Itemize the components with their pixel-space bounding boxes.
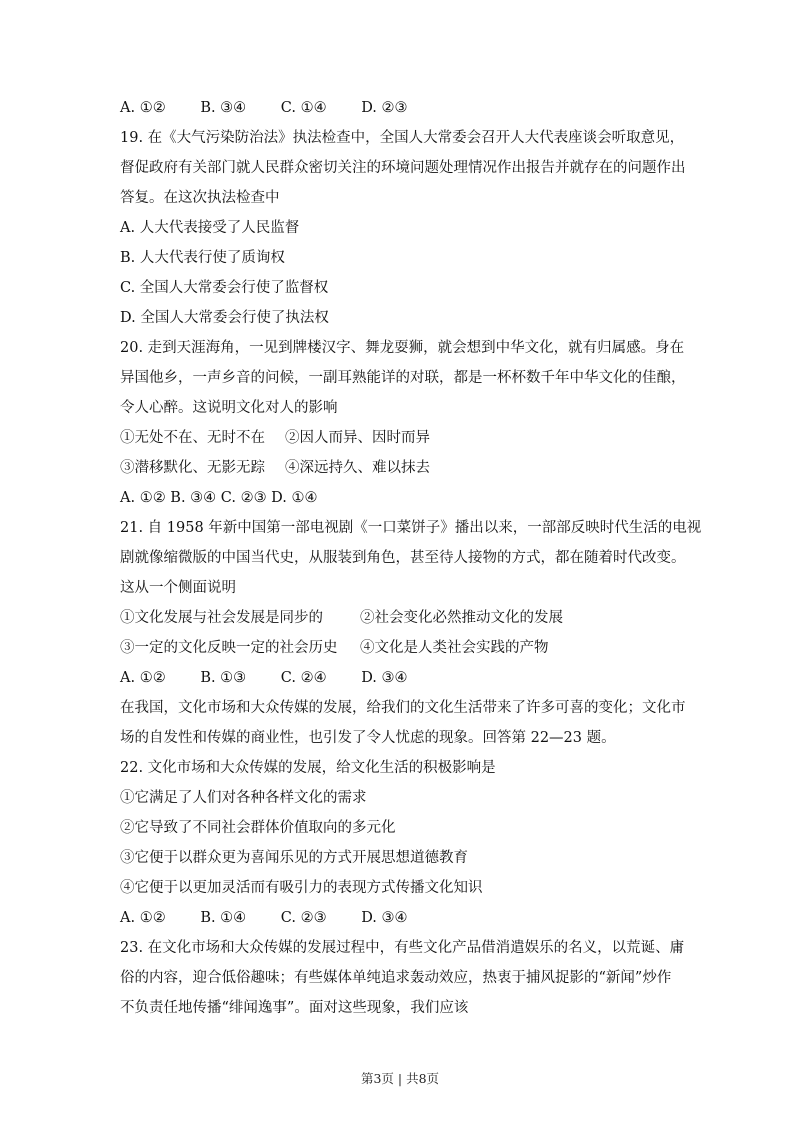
q19-stem-line-3: 答复。在这次执法检查中: [120, 190, 280, 206]
q22-item-2: ②它导致了不同社会群体价值取向的多元化: [120, 820, 396, 836]
q21-item-2: ②社会变化必然推动文化的发展: [360, 610, 563, 626]
q18-option-c: C. ①④: [280, 100, 327, 116]
q22-options: [120, 908, 690, 928]
q22-option-d: D. ③④: [361, 910, 408, 926]
q20-stem-line-1: 20. 走到天涯海角，一见到牌楼汉字、舞龙耍狮，就会想到中华文化，就有归属感。身在: [120, 340, 685, 356]
q22-option-c: C. ②③: [280, 910, 327, 926]
q20-item-2: ②因人而异、因时而异: [285, 430, 430, 446]
q18-options: [120, 98, 690, 118]
q18-option-d: D. ②③: [361, 100, 408, 116]
q19-option-c: C. 全国人大常委会行使了监督权: [120, 280, 329, 296]
q23-stem-line-3: 不负责任地传播“绯闻逸事”。面对这些现象，我们应该: [120, 1000, 469, 1016]
q21-option-d: D. ③④: [361, 670, 408, 686]
q21-stem-line-2: 剧就像缩微版的中国当代史，从服装到角色，甚至待人接物的方式，都在随着时代改变。: [120, 550, 686, 566]
q21-item-1: ①文化发展与社会发展是同步的: [120, 610, 323, 626]
q23-stem-line-2: 俗的内容，迎合低俗趣味；有些媒体单纯追求轰动效应，热衷于捕风捉影的“新闻”炒作: [120, 970, 672, 986]
intro-22-23-line-2: 场的自发性和传媒的商业性，也引发了令人忧虑的现象。回答第 22—23 题。: [120, 730, 616, 746]
q21-item-3: ③一定的文化反映一定的社会历史: [120, 640, 338, 656]
q20-item-1: ①无处不在、无时不在: [120, 430, 265, 446]
q20-items-row-1: [120, 428, 690, 448]
q21-item-4: ④文化是人类社会实践的产物: [360, 640, 549, 656]
q21-option-a: A. ①②: [120, 670, 166, 686]
q20-options: A. ①② B. ③④ C. ②③ D. ①④: [120, 490, 318, 506]
q22-option-a: A. ①②: [120, 910, 166, 926]
q19-option-d: D. 全国人大常委会行使了执法权: [120, 310, 329, 326]
q21-options: [120, 668, 690, 688]
intro-22-23-line-1: 在我国，文化市场和大众传媒的发展，给我们的文化生活带来了许多可喜的变化；文化市: [120, 700, 686, 716]
q22-item-4: ④它便于以更加灵活而有吸引力的表现方式传播文化知识: [120, 880, 483, 896]
q20-items-row-2: [120, 458, 690, 478]
q18-option-b: B. ③④: [200, 100, 247, 116]
q22-stem-line-1: 22. 文化市场和大众传媒的发展，给文化生活的积极影响是: [120, 760, 496, 776]
q21-items-row-2: [120, 638, 690, 658]
q22-item-1: ①它满足了人们对各种各样文化的需求: [120, 790, 367, 806]
q19-stem-line-2: 督促政府有关部门就人民群众密切关注的环境问题处理情况作出报告并就存在的问题作出: [120, 160, 686, 176]
q21-option-b: B. ①③: [200, 670, 247, 686]
q18-option-a: A. ①②: [120, 100, 166, 116]
q19-stem-line-1: 19. 在《大气污染防治法》执法检查中，全国人大常委会召开人大代表座谈会听取意见，: [120, 130, 685, 146]
q19-option-b: B. 人大代表行使了质询权: [120, 250, 285, 266]
q21-items-row-1: [120, 608, 690, 628]
q22-item-3: ③它便于以群众更为喜闻乐见的方式开展思想道德教育: [120, 850, 468, 866]
page-footer: 第3页 | 共8页: [360, 1071, 440, 1086]
q20-item-4: ④深远持久、难以抹去: [285, 460, 430, 476]
q22-option-b: B. ①④: [200, 910, 247, 926]
q23-stem-line-1: 23. 在文化市场和大众传媒的发展过程中，有些文化产品借消遣娱乐的名义，以荒诞、庸: [120, 940, 685, 956]
q21-option-c: C. ②④: [280, 670, 327, 686]
q19-option-a: A. 人大代表接受了人民监督: [120, 220, 300, 236]
q21-stem-line-3: 这从一个侧面说明: [120, 580, 236, 596]
q20-stem-line-2: 异国他乡，一声乡音的问候，一副耳熟能详的对联，都是一杯杯数千年中华文化的佳酿，: [120, 370, 686, 386]
q20-item-3: ③潜移默化、无影无踪: [120, 460, 265, 476]
q20-stem-line-3: 令人心醉。这说明文化对人的影响: [120, 400, 338, 416]
q21-stem-line-1: 21. 自 1958 年新中国第一部电视剧《一口菜饼子》播出以来，一部部反映时代生活的电视: [120, 520, 702, 536]
